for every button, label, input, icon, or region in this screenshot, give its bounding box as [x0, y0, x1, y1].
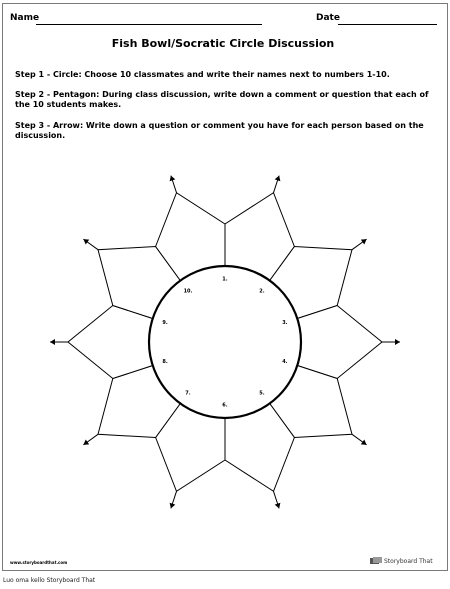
circle-number-3: 3.	[282, 320, 288, 326]
pentagon-comment-box-8[interactable]	[68, 306, 153, 379]
storyboard-logo-icon	[370, 557, 382, 565]
circle-number-5: 5.	[259, 390, 265, 397]
logo-text: Storyboard That	[384, 557, 433, 565]
step-1-instruction: Step 1 - Circle: Choose 10 classmates and write their names next to numbers 1-10.	[15, 70, 390, 79]
circle-number-8: 8.	[162, 359, 168, 365]
arrow-head-4	[361, 440, 367, 445]
step-2-instruction: Step 2 - Pentagon: During class discussion, write down a comment or question that each of the 10 students makes.	[15, 90, 429, 109]
arrow-head-7	[83, 440, 89, 445]
circle-number-2: 2.	[259, 288, 265, 295]
circle-number-10: 10.	[183, 288, 193, 295]
date-label: Date	[316, 13, 340, 23]
pentagon-comment-box-3[interactable]	[297, 306, 382, 379]
circle-number-7: 7.	[185, 390, 191, 397]
footer-url: www.storyboardthat.com	[10, 560, 68, 565]
storyboardthat-logo	[370, 557, 433, 565]
center-circle[interactable]	[149, 266, 301, 418]
image-caption: Luo oma kello Storyboard That	[3, 577, 96, 584]
circle-number-9: 9.	[162, 320, 168, 326]
circle-number-1: 1.	[222, 276, 228, 283]
arrow-head-9	[83, 239, 89, 244]
arrow-head-2	[361, 239, 367, 244]
arrow-head-3	[395, 339, 400, 345]
step-3-instruction: Step 3 - Arrow: Write down a question or comment you have for each person based on the discussion.	[15, 121, 424, 140]
arrow-head-8	[50, 339, 55, 345]
circle-number-4: 4.	[282, 359, 288, 365]
worksheet-title: Fish Bowl/Socratic Circle Discussion	[111, 37, 335, 50]
circle-number-6: 6.	[222, 402, 228, 409]
name-label: Name	[10, 13, 40, 23]
